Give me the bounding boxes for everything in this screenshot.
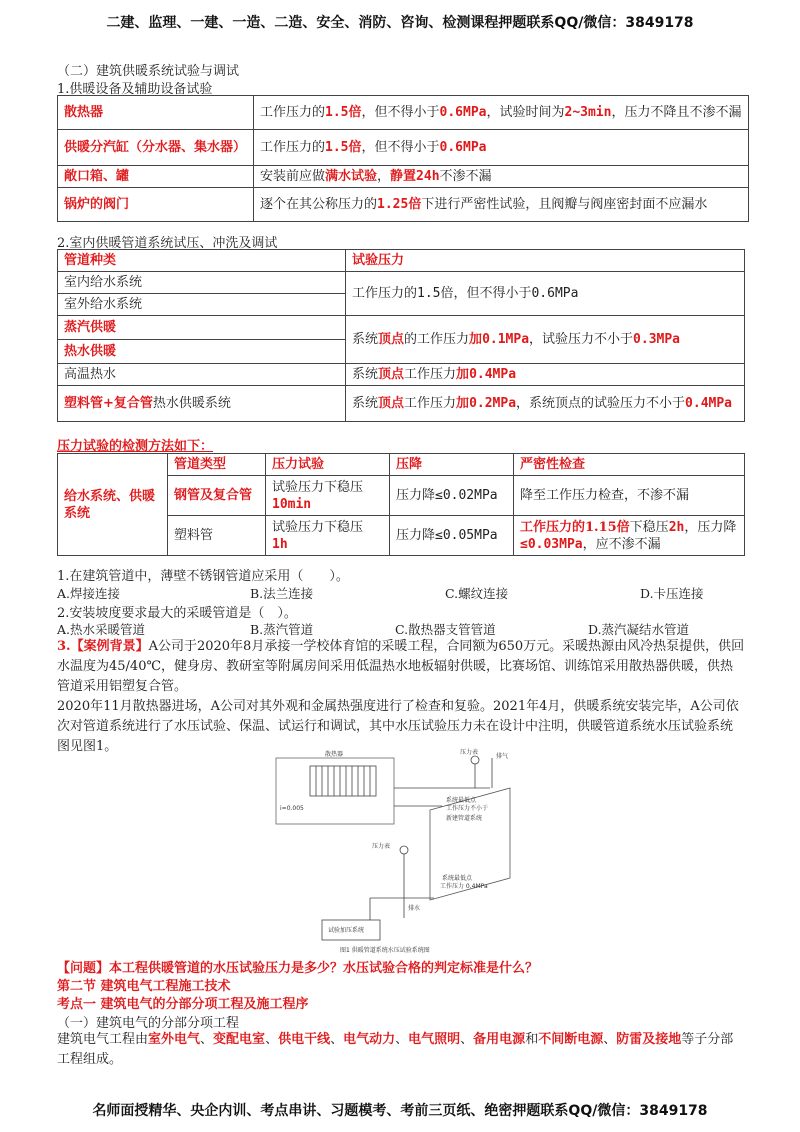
case-background-2: 2020年11月散热器进场，A公司对其外观和金属热强度进行了检查和复验。2021年4月，供暖系统安装完毕，A公司依次对管道系统进行了水压试验、保温、试运行和调试，其中水压试验压力未在设计中注明，供暖管道系统水压试验系统图见图1。	[57, 699, 739, 754]
header-pressure-drop: 压降	[390, 454, 514, 476]
gauge-bottom-label: 压力表	[372, 843, 391, 850]
header-pressure-test: 压力试验	[266, 454, 390, 476]
gauge-top-label: 压力表	[460, 749, 479, 756]
pipe-type: 高温热水	[58, 364, 346, 386]
equipment-name: 供暖分汽缸（分水器、集水器）	[58, 130, 254, 166]
table-row	[58, 250, 745, 272]
question-1-option: A.焊接连接	[57, 586, 121, 601]
table-row	[58, 454, 745, 476]
question-2-option: C.散热器支管管道	[395, 622, 496, 637]
drain-label: 排水	[408, 905, 421, 912]
pipe-pressure-table	[57, 249, 745, 422]
radiator-label: 散热器	[325, 751, 344, 758]
question-2-option: B.蒸汽管道	[250, 622, 314, 637]
question-1-option: C.螺纹连接	[445, 586, 509, 601]
test-pressure: 系统顶点的工作压力加0.1MPa，试验压力不小于0.3MPa	[346, 316, 745, 364]
note-1: 系统最低点	[446, 797, 477, 804]
header-tightness: 严密性检查	[514, 454, 745, 476]
equipment-test-table	[57, 95, 749, 222]
section-heading: 第二节 建筑电气工程施工技术	[57, 979, 231, 994]
method-table	[57, 453, 745, 556]
equipment-desc: 工作压力的1.5倍，但不得小于0.6MPa，试验时间为2~3min，压力不降且不渗不漏	[254, 96, 749, 130]
pump-label: 试验加压系统	[328, 927, 365, 934]
pipe-type: 热水供暖	[58, 340, 346, 364]
question-1-option: B.法兰连接	[250, 586, 314, 601]
table-row	[58, 272, 745, 294]
question-2-stem: 2.安装坡度要求最大的采暖管道是（ ）。	[57, 606, 297, 621]
test-pressure: 系统顶点工作压力加0.4MPa	[346, 364, 745, 386]
equipment-name: 散热器	[58, 96, 254, 130]
table-row	[58, 386, 745, 422]
equipment-desc: 安装前应做满水试验，静置24h不渗不漏	[254, 166, 749, 188]
header-test-pressure: 试验压力	[346, 250, 745, 272]
system-name: 给水系统、供暖系统	[58, 454, 168, 556]
case-background: 3.【案例背景】A公司于2020年8月承接一学校体育馆的采暖工程，合同额为650万元。采暖热源由风冷热泵提供，供回水温度为45/40℃，健身房、教研室等附属房间采用低温热水地板辐射供暖，比赛场馆、训练馆采用散热器供暖，供热管道采用铝塑复合管。	[57, 639, 745, 694]
test-pressure: 系统顶点工作压力加0.2MPa，系统顶点的试验压力不小于0.4MPa	[346, 386, 745, 422]
pressure-drop: 压力降≤0.05MPa	[390, 516, 514, 556]
question-text: 【问题】本工程供暖管道的水压试验压力是多少？水压试验合格的判定标准是什么？	[57, 961, 539, 976]
table-row	[58, 364, 745, 386]
pipe-type: 钢管及复合管	[168, 476, 266, 516]
table-row	[58, 316, 745, 340]
figure-caption: 图1 供暖管道系统水压试验系统图	[340, 947, 430, 954]
low-point-label: 系统最低点	[442, 875, 473, 882]
pressure-test: 试验压力下稳压 10min	[266, 476, 390, 516]
pipe-type: 室内给水系统	[58, 272, 346, 294]
question-2-option: A.热水采暖管道	[57, 622, 146, 637]
question-1-option: D.卡压连接	[640, 586, 704, 601]
equipment-name: 敞口箱、罐	[58, 166, 254, 188]
question-2-option: D.蒸汽凝结水管道	[588, 622, 690, 637]
subsection-electrical: （一）建筑电气的分部分项工程	[57, 1016, 240, 1031]
note-3: 新建管道系统	[446, 815, 483, 822]
footer-banner: 名师面授精华、央企内训、考点串讲、习题模考、考前三页纸、绝密押题联系QQ/微信：3849178	[92, 1103, 708, 1119]
subsection-equipment: 1.供暖设备及辅助设备试验	[57, 82, 213, 97]
pressure-test: 试验压力下稳压 1h	[266, 516, 390, 556]
pressure-test-diagram	[270, 748, 530, 956]
vent-label: 排气	[496, 753, 509, 760]
header-pipe-type: 管道类型	[168, 454, 266, 476]
table-row	[58, 166, 749, 188]
equipment-desc: 工作压力的1.5倍，但不得小于0.6MPa	[254, 130, 749, 166]
question-1-stem: 1.在建筑管道中，薄壁不锈钢管道应采用（ ）。	[57, 569, 349, 584]
electrical-paragraph: 建筑电气工程由室外电气、变配电室、供电干线、电气动力、电气照明、备用电源和不间断电源、防雷及接地等子分部工程组成。	[57, 1032, 734, 1067]
topic-heading: 考点一 建筑电气的分部分项工程及施工程序	[57, 997, 309, 1012]
pipe-type: 塑料管+复合管热水供暖系统	[58, 386, 346, 422]
equipment-desc: 逐个在其公称压力的1.25倍下进行严密性试验，且阀瓣与阀座密封面不应漏水	[254, 188, 749, 222]
table-row	[58, 96, 749, 130]
tightness-check: 降至工作压力检查，不渗不漏	[514, 476, 745, 516]
subsection-pipe: 2.室内供暖管道系统试压、冲洗及调试	[57, 236, 278, 251]
method-title: 压力试验的检测方法如下：	[57, 439, 214, 454]
section-title: （二）建筑供暖系统试验与调试	[57, 64, 240, 79]
test-pressure: 工作压力的1.5倍，但不得小于0.6MPa	[346, 272, 745, 316]
equipment-name: 锅炉的阀门	[58, 188, 254, 222]
low-point-pressure: 工作压力 0.4MPa	[440, 883, 488, 890]
tightness-check: 工作压力的1.15倍下稳压2h，压力降≤0.03MPa，应不渗不漏	[514, 516, 745, 556]
table-row	[58, 130, 749, 166]
slope-label: i=0.005	[280, 805, 304, 812]
header-pipe-type: 管道种类	[58, 250, 346, 272]
pressure-drop: 压力降≤0.02MPa	[390, 476, 514, 516]
pipe-type: 室外给水系统	[58, 294, 346, 316]
pipe-type: 塑料管	[168, 516, 266, 556]
header-banner: 二建、监理、一建、一造、二造、安全、消防、咨询、检测课程押题联系QQ/微信：3849178	[106, 15, 694, 31]
note-2: 工作压力不小于	[446, 805, 489, 812]
table-row	[58, 188, 749, 222]
pipe-type: 蒸汽供暖	[58, 316, 346, 340]
